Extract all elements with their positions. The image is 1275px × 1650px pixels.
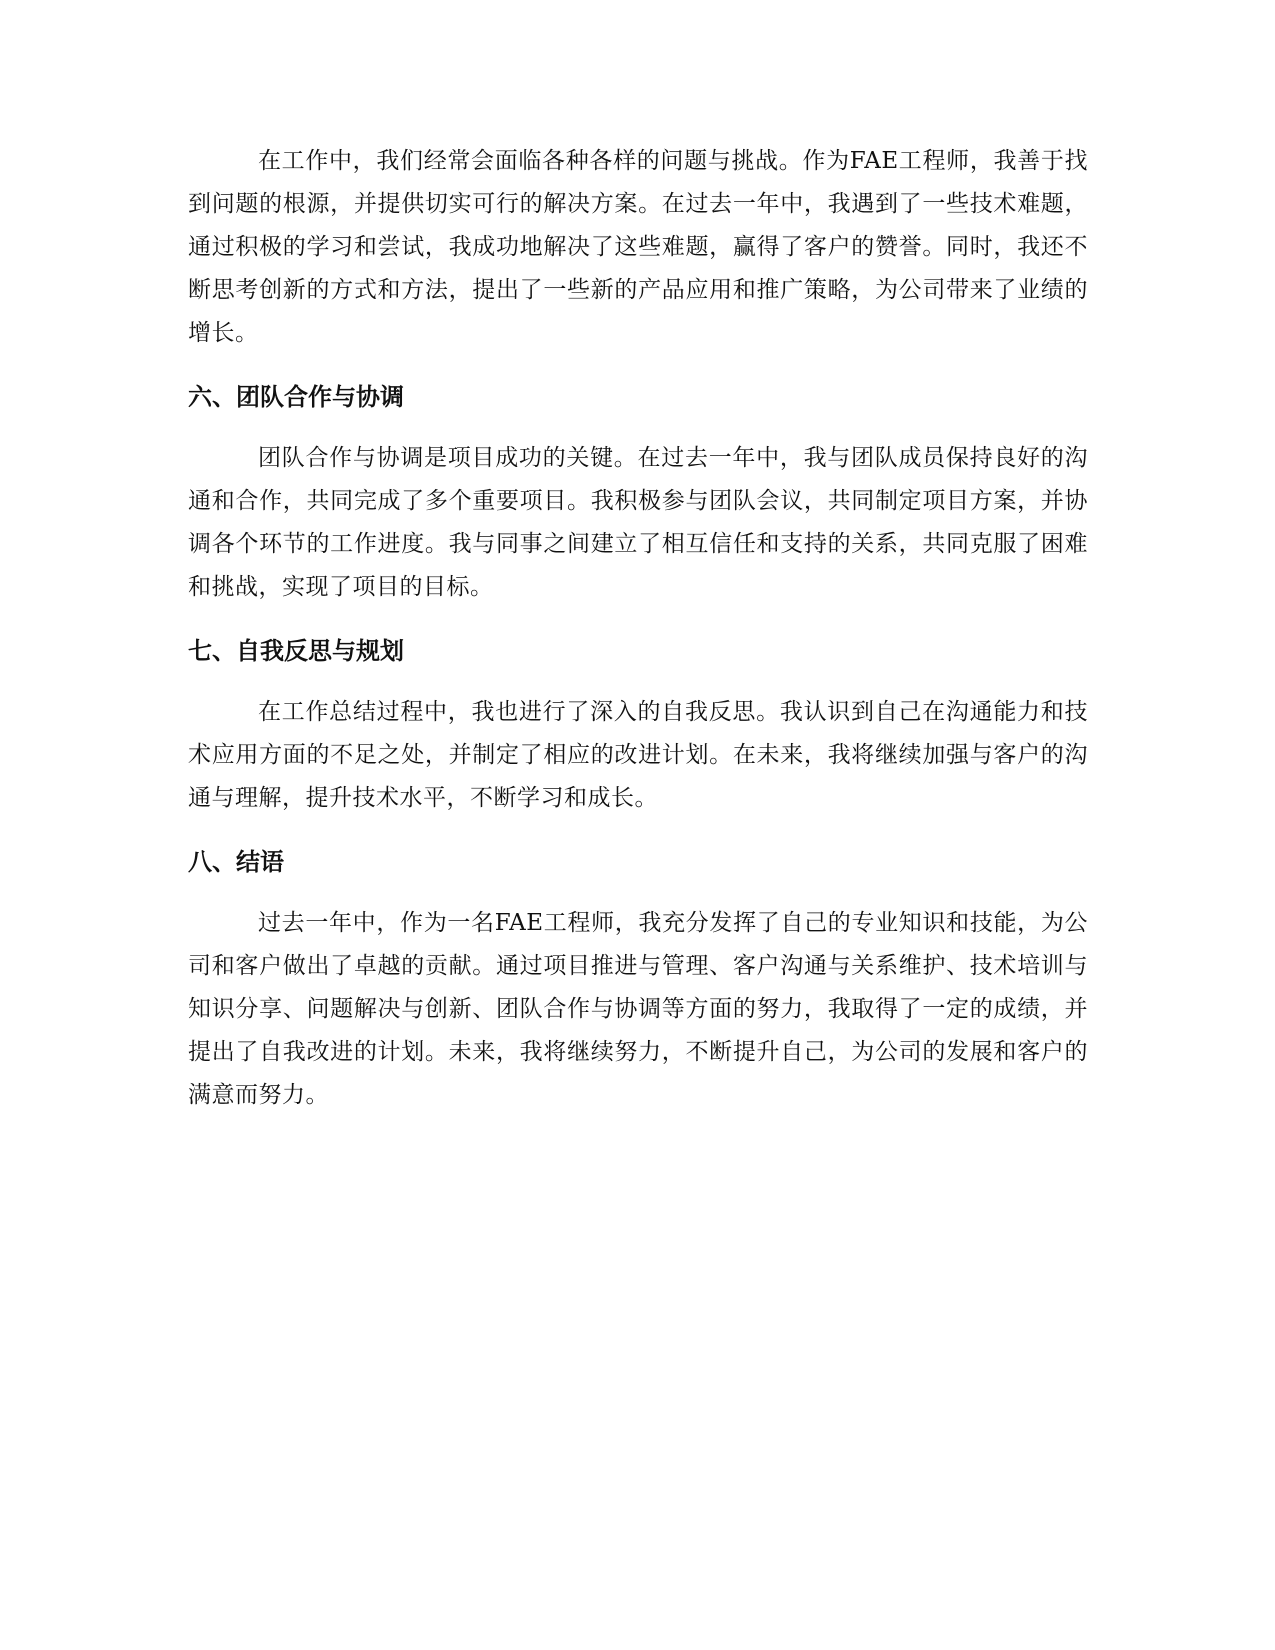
section-heading-reflection: 七、自我反思与规划 bbox=[188, 637, 404, 665]
paragraph-problem-solving: 在工作中，我们经常会面临各种各样的问题与挑战。作为FAE工程师，我善于找到问题的根源，并提供切实可行的解决方案。在过去一年中，我遇到了一些技术难题，通过积极的学习和尝试，我成功地解决了这些难题，赢得了客户的赞誉。同时，我还不断思考创新的方式和方法，提出了一些新的产品应用和推广策略，为公司带来了业绩的增长。 bbox=[188, 148, 1088, 346]
paragraph-teamwork: 团队合作与协调是项目成功的关键。在过去一年中，我与团队成员保持良好的沟通和合作，共同完成了多个重要项目。我积极参与团队会议，共同制定项目方案，并协调各个环节的工作进度。我与同事之间建立了相互信任和支持的关系，共同克服了困难和挑战，实现了项目的目标。 bbox=[188, 445, 1088, 600]
section-heading-conclusion: 八、结语 bbox=[188, 848, 284, 876]
section-heading-teamwork: 六、团队合作与协调 bbox=[188, 383, 404, 411]
document-body bbox=[188, 140, 1088, 1117]
paragraph-reflection: 在工作总结过程中，我也进行了深入的自我反思。我认识到自己在沟通能力和技术应用方面的不足之处，并制定了相应的改进计划。在未来，我将继续加强与客户的沟通与理解，提升技术水平，不断学习和成长。 bbox=[188, 699, 1088, 811]
paragraph-conclusion: 过去一年中，作为一名FAE工程师，我充分发挥了自己的专业知识和技能，为公司和客户做出了卓越的贡献。通过项目推进与管理、客户沟通与关系维护、技术培训与知识分享、问题解决与创新、团队合作与协调等方面的努力，我取得了一定的成绩，并提出了自我改进的计划。未来，我将继续努力，不断提升自己，为公司的发展和客户的满意而努力。 bbox=[188, 910, 1088, 1108]
